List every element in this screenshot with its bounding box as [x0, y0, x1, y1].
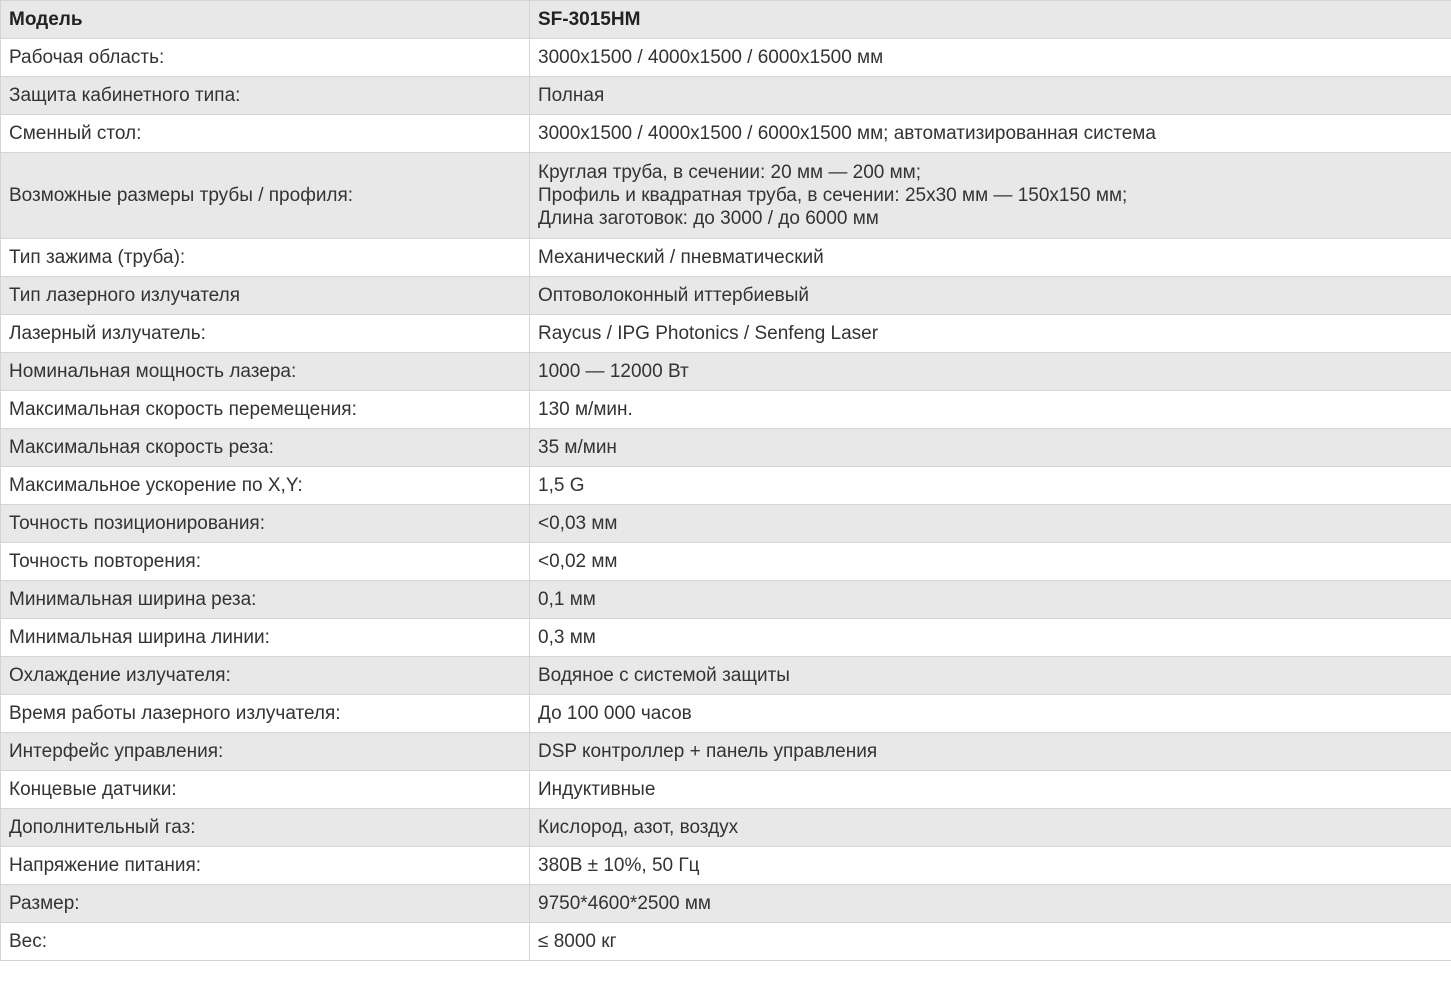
table-row — [1, 657, 1451, 695]
spec-value: Raycus / IPG Photonics / Senfeng Laser — [530, 315, 1451, 353]
spec-value-line: Профиль и квадратная труба, в сечении: 25x30 мм — 150x150 мм; — [538, 185, 1128, 206]
table-row — [1, 695, 1451, 733]
spec-value: Кислород, азот, воздух — [530, 809, 1451, 847]
spec-value: Полная — [530, 77, 1451, 115]
spec-label: Защита кабинетного типа: — [1, 77, 530, 115]
spec-label: Максимальная скорость реза: — [1, 429, 530, 467]
spec-label: Минимальная ширина реза: — [1, 581, 530, 619]
spec-value: DSP контроллер + панель управления — [530, 733, 1451, 771]
table-row — [1, 581, 1451, 619]
table-row — [1, 733, 1451, 771]
header-label-cell: Модель — [1, 1, 530, 39]
table-row — [1, 39, 1451, 77]
table-row — [1, 505, 1451, 543]
spec-label: Возможные размеры трубы / профиля: — [1, 153, 530, 239]
spec-value-line: Длина заготовок: до 3000 / до 6000 мм — [538, 208, 879, 229]
table-row — [1, 809, 1451, 847]
table-row — [1, 467, 1451, 505]
spec-label: Тип лазерного излучателя — [1, 277, 530, 315]
spec-label: Напряжение питания: — [1, 847, 530, 885]
table-row — [1, 847, 1451, 885]
table-row — [1, 353, 1451, 391]
spec-label: Лазерный излучатель: — [1, 315, 530, 353]
spec-label: Размер: — [1, 885, 530, 923]
spec-label: Время работы лазерного излучателя: — [1, 695, 530, 733]
table-row — [1, 429, 1451, 467]
table-row — [1, 115, 1451, 153]
spec-label: Интерфейс управления: — [1, 733, 530, 771]
table-row — [1, 771, 1451, 809]
table-row — [1, 923, 1451, 961]
table-header-row — [1, 1, 1451, 39]
spec-value: 380В ± 10%, 50 Гц — [530, 847, 1451, 885]
header-model-cell: SF-3015HM — [530, 1, 1451, 39]
spec-label: Рабочая область: — [1, 39, 530, 77]
table-row — [1, 619, 1451, 657]
spec-label: Точность позиционирования: — [1, 505, 530, 543]
spec-value-multiline — [530, 153, 1451, 239]
table-row — [1, 153, 1451, 239]
spec-value: 3000x1500 / 4000x1500 / 6000x1500 мм; автоматизированная система — [530, 115, 1451, 153]
spec-value: 3000x1500 / 4000x1500 / 6000x1500 мм — [530, 39, 1451, 77]
spec-value: <0,03 мм — [530, 505, 1451, 543]
table-row — [1, 391, 1451, 429]
spec-value: Водяное с системой защиты — [530, 657, 1451, 695]
spec-label: Максимальная скорость перемещения: — [1, 391, 530, 429]
spec-label: Максимальное ускорение по X,Y: — [1, 467, 530, 505]
spec-value: <0,02 мм — [530, 543, 1451, 581]
spec-value: Механический / пневматический — [530, 239, 1451, 277]
table-row — [1, 543, 1451, 581]
spec-value: 9750*4600*2500 мм — [530, 885, 1451, 923]
spec-label: Минимальная ширина линии: — [1, 619, 530, 657]
spec-value-line: Круглая труба, в сечении: 20 мм — 200 мм; — [538, 162, 922, 183]
spec-value: 35 м/мин — [530, 429, 1451, 467]
spec-value: ≤ 8000 кг — [530, 923, 1451, 961]
table-row — [1, 239, 1451, 277]
spec-label: Тип зажима (труба): — [1, 239, 530, 277]
spec-label: Концевые датчики: — [1, 771, 530, 809]
spec-value: 0,1 мм — [530, 581, 1451, 619]
spec-label: Дополнительный газ: — [1, 809, 530, 847]
spec-label: Охлаждение излучателя: — [1, 657, 530, 695]
table-row — [1, 885, 1451, 923]
spec-label: Точность повторения: — [1, 543, 530, 581]
table-row — [1, 315, 1451, 353]
table-row — [1, 277, 1451, 315]
spec-value: 130 м/мин. — [530, 391, 1451, 429]
spec-label: Вес: — [1, 923, 530, 961]
spec-value: 1,5 G — [530, 467, 1451, 505]
spec-value: 1000 — 12000 Вт — [530, 353, 1451, 391]
spec-label: Сменный стол: — [1, 115, 530, 153]
spec-value: Оптоволоконный иттербиевый — [530, 277, 1451, 315]
spec-value: 0,3 мм — [530, 619, 1451, 657]
spec-label: Номинальная мощность лазера: — [1, 353, 530, 391]
spec-value: Индуктивные — [530, 771, 1451, 809]
table-row — [1, 77, 1451, 115]
spec-value: До 100 000 часов — [530, 695, 1451, 733]
